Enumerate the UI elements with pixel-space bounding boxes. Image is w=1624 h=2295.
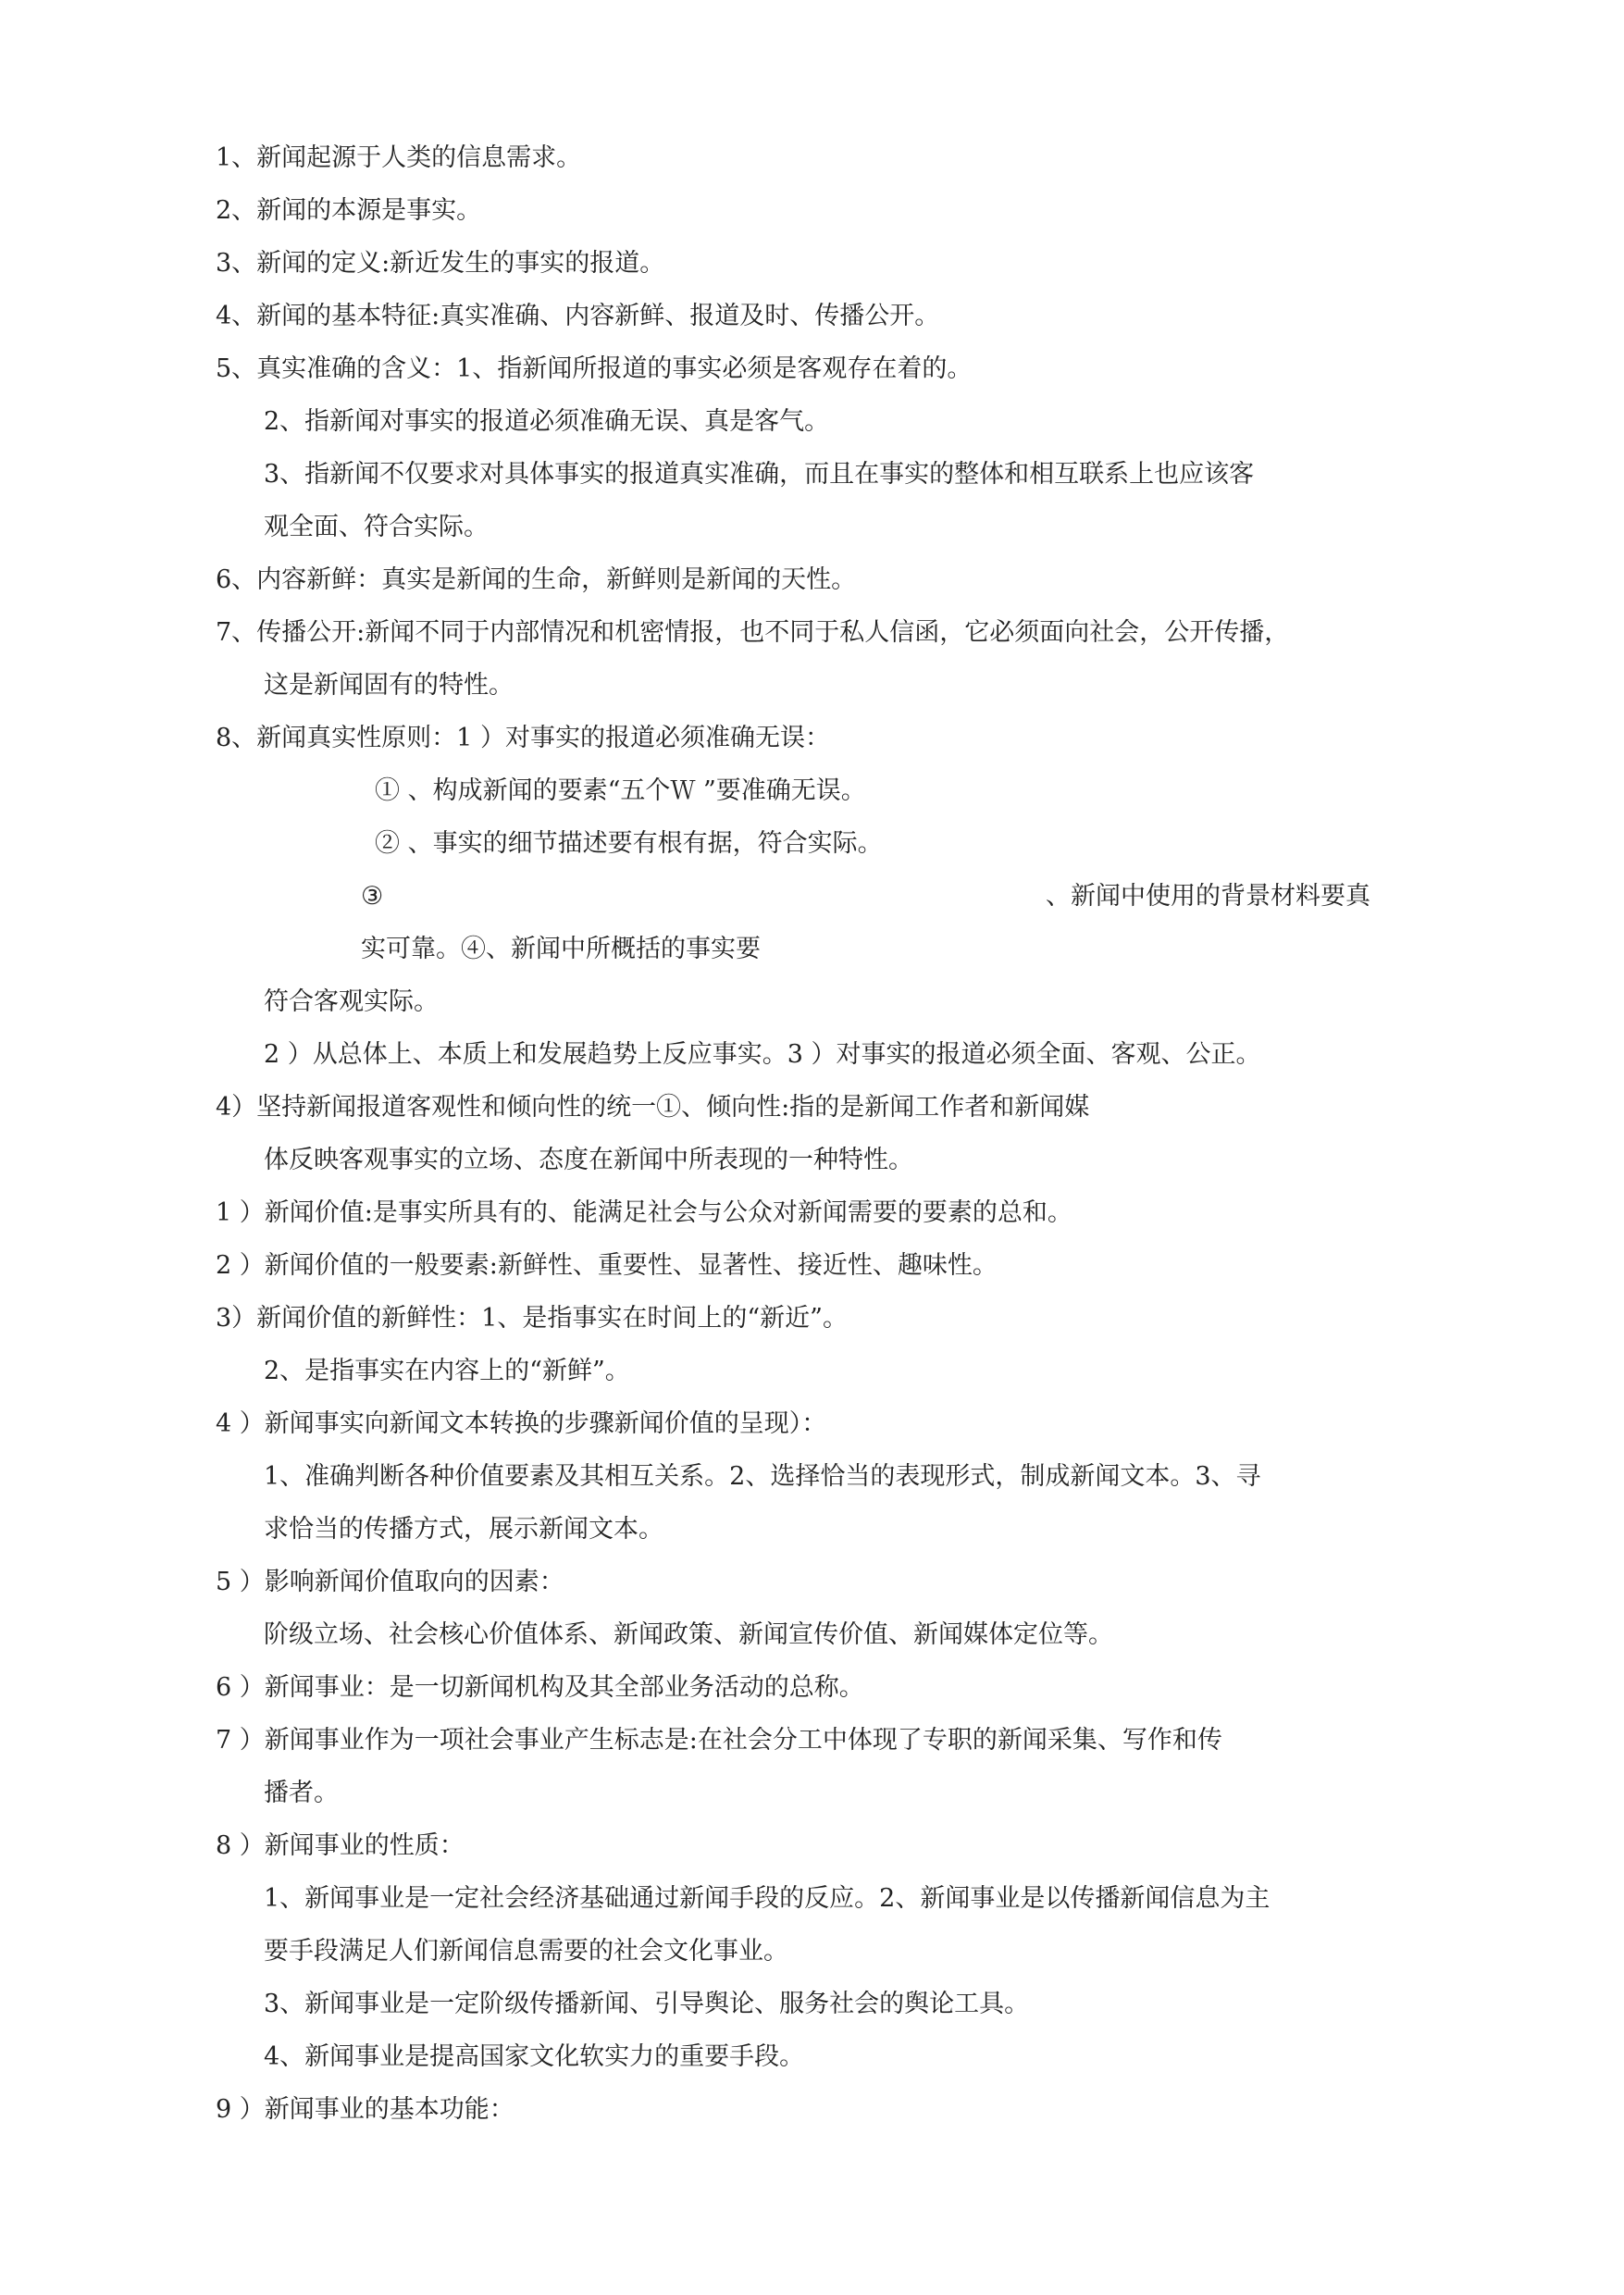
text-line: 2、新闻的本源是事实。 — [216, 196, 482, 225]
text-line: 7、传播公开:新闻不同于内部情况和机密情报，也不同于私人信函，它必须面向社会，公开传播， — [216, 618, 1290, 647]
text-line: 1、准确判断各种价值要素及其相互关系。2、选择恰当的表现形式，制成新闻文本。3、寻 — [264, 1462, 1261, 1491]
text-line: 4）坚持新闻报道客观性和倾向性的统一①、倾向性:指的是新闻工作者和新闻媒 — [216, 1093, 1090, 1122]
text-line: 2、是指事实在内容上的“新鲜”。 — [264, 1357, 630, 1385]
text-line: 5、真实准确的含义：1、指新闻所报道的事实必须是客观存在着的。 — [216, 354, 973, 383]
text-line: 4、新闻事业是提高国家文化软实力的重要手段。 — [264, 2042, 805, 2071]
text-line: 3）新闻价值的新鲜性：1、是指事实在时间上的“新近”。 — [216, 1304, 848, 1333]
text-line: 9 ）新闻事业的基本功能： — [216, 2095, 514, 2124]
text-line: 观全面、符合实际。 — [264, 513, 489, 541]
text-line: 7 ）新闻事业作为一项社会事业产生标志是:在社会分工中体现了专职的新闻采集、写作和传 — [216, 1726, 1222, 1755]
text-line: 这是新闻固有的特性。 — [264, 671, 514, 700]
text-line: 求恰当的传播方式，展示新闻文本。 — [264, 1515, 663, 1544]
text-line: 1 ）新闻价值:是事实所具有的、能满足社会与公众对新闻需要的要素的总和。 — [216, 1198, 1072, 1227]
text-line: ① 、构成新闻的要素“五个Ｗ ”要准确无误。 — [375, 776, 866, 805]
text-line: 2 ）从总体上、本质上和发展趋势上反应事实。3 ）对事实的报道必须全面、客观、公正。 — [264, 1040, 1261, 1069]
text-line: 3、新闻的定义:新近发生的事实的报道。 — [216, 249, 665, 278]
text-line: 4、新闻的基本特征:真实准确、内容新鲜、报道及时、传播公开。 — [216, 302, 940, 330]
text-line: 1、新闻起源于人类的信息需求。 — [216, 143, 582, 172]
text-line: 3、指新闻不仅要求对具体事实的报道真实准确，而且在事实的整体和相互联系上也应该客 — [264, 460, 1255, 489]
text-line: ② 、事实的细节描述要有根有据，符合实际。 — [375, 829, 883, 858]
text-line: 8、新闻真实性原则：1 ）对事实的报道必须准确无误： — [216, 724, 830, 752]
text-line: 6、内容新鲜：真实是新闻的生命，新鲜则是新闻的天性。 — [216, 565, 857, 594]
text-line: 4 ）新闻事实向新闻文本转换的步骤新闻价值的呈现）： — [216, 1409, 827, 1438]
text-line: 2、指新闻对事实的报道必须准确无误、真是客气。 — [264, 407, 830, 436]
text-line: 播者。 — [264, 1779, 339, 1807]
text-line: 实可靠。④、新闻中所概括的事实要 — [361, 935, 761, 963]
text-line: 2 ）新闻价值的一般要素:新鲜性、重要性、显著性、接近性、趣味性。 — [216, 1251, 998, 1280]
text-line: 符合客观实际。 — [264, 987, 439, 1016]
text-line: 要手段满足人们新闻信息需要的社会文化事业。 — [264, 1937, 788, 1966]
text-line: 5 ）影响新闻价值取向的因素： — [216, 1568, 564, 1596]
text-line: 体反映客观事实的立场、态度在新闻中所表现的一种特性。 — [264, 1146, 913, 1174]
text-line: 3、新闻事业是一定阶级传播新闻、引导舆论、服务社会的舆论工具。 — [264, 1990, 1030, 2018]
text-line: 8 ）新闻事业的性质： — [216, 1831, 465, 1860]
text-line: 、新闻中使用的背景材料要真 — [1046, 882, 1370, 911]
text-line: 阶级立场、社会核心价值体系、新闻政策、新闻宣传价值、新闻媒体定位等。 — [264, 1620, 1113, 1649]
text-line: 1、新闻事业是一定社会经济基础通过新闻手段的反应。2、新闻事业是以传播新闻信息为主 — [264, 1884, 1271, 1913]
text-line: 6 ）新闻事业：是一切新闻机构及其全部业务活动的总称。 — [216, 1673, 864, 1702]
circled-number-3: ③ — [361, 882, 384, 911]
